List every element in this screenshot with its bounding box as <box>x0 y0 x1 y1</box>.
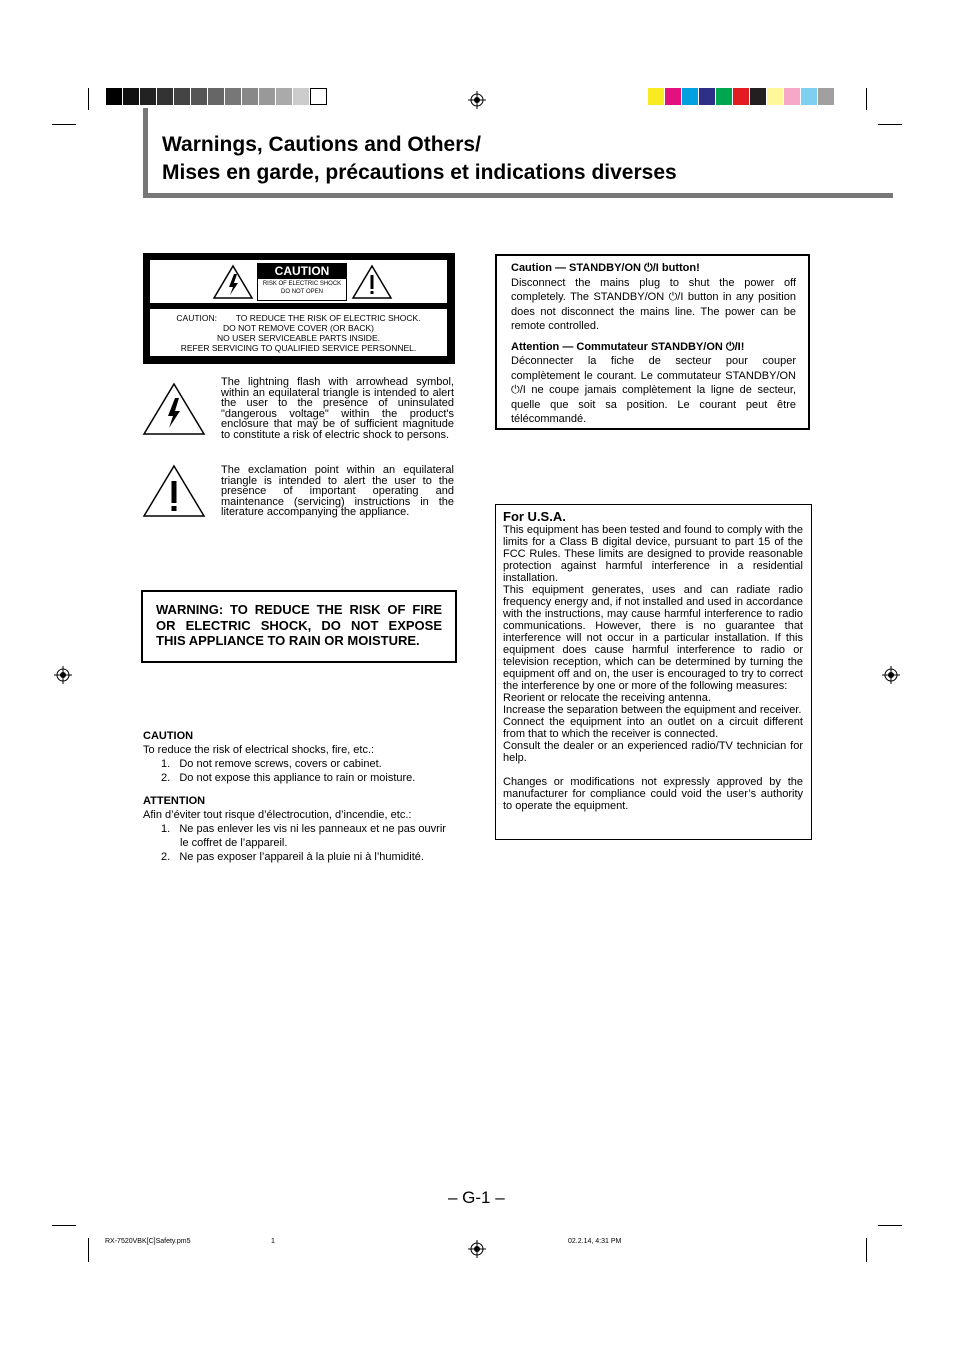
caution-badge-sub: DO NOT OPEN <box>281 289 323 295</box>
page-number: – G-1 – <box>448 1188 505 1207</box>
standby-body-en: Disconnect the mains plug to shut the power off completely. The STANDBY/ON ⏻/I button in any position does not disconnect the mains line. The power can be remote controlled. <box>511 276 796 332</box>
color-swatch <box>750 88 767 105</box>
attention-section <box>143 794 463 864</box>
gray-swatch <box>123 88 140 105</box>
gray-swatch <box>191 88 208 105</box>
registration-mark-icon <box>882 666 900 684</box>
standby-caution-box <box>495 254 810 430</box>
title-line-1: Warnings, Cautions and Others/ <box>162 133 481 156</box>
attention-item: 1. Ne pas enlever les vis ni les panneaux et ne pas ouvrir <box>161 823 446 835</box>
exclamation-triangle-icon <box>142 464 206 518</box>
usa-heading: For U.S.A. <box>503 509 566 524</box>
caution-item: 1. Do not remove screws, covers or cabinet. <box>161 758 382 770</box>
warning-text: WARNING: TO REDUCE THE RISK OF FIRE OR ELECTRIC SHOCK, DO NOT EXPOSE THIS APPLIANCE TO RAIN OR MOISTURE. <box>156 602 442 648</box>
standby-body-fr: Déconnecter la fiche de secteur pour couper complètement le courant. Le commutateur STANDBY/ON ⏻/I ne coupe jamais complètement la ligne de secteur, quelle que soit sa position. Le courant peut être télécommandé. <box>511 355 796 425</box>
usa-paragraph: Increase the separation between the equipment and receiver. <box>503 704 802 716</box>
title-line-2: Mises en garde, précautions et indications diverses <box>162 161 677 184</box>
gray-swatch <box>208 88 225 105</box>
attention-item: 2. Ne pas exposer l’appareil à la pluie ni à l’humidité. <box>161 851 424 863</box>
standby-heading-fr: Attention — Commutateur STANDBY/ON ⏻/I! <box>511 340 745 353</box>
footer-page: 1 <box>271 1238 275 1245</box>
registration-mark-icon <box>54 666 72 684</box>
color-swatch <box>699 88 716 105</box>
gray-swatch <box>225 88 242 105</box>
crop-mark <box>88 88 89 110</box>
caution-label <box>143 253 455 364</box>
usa-paragraph: Changes or modifications not expressly approved by the manufacturer for compliance could void the user’s authority to operate the equipment. <box>503 776 803 812</box>
registration-mark-icon <box>468 91 486 109</box>
gray-swatch <box>293 88 310 105</box>
caution-badge-title: CAUTION <box>258 264 346 279</box>
color-swatch <box>665 88 682 105</box>
caution-item: 2. Do not expose this appliance to rain or moisture. <box>161 772 416 784</box>
caution-label-line: DO NOT REMOVE COVER (OR BACK) <box>223 323 374 333</box>
color-swatch <box>716 88 733 105</box>
page-title <box>162 131 677 187</box>
footer-date: 02.2.14, 4:31 PM <box>568 1238 622 1245</box>
caution-intro: To reduce the risk of electrical shocks, fire, etc.: <box>143 744 375 756</box>
color-swatch <box>733 88 750 105</box>
caution-label-line: REFER SERVICING TO QUALIFIED SERVICE PERSONNEL. <box>180 343 417 353</box>
usa-paragraph: Consult the dealer or an experienced radio/TV technician for help. <box>503 740 803 764</box>
standby-heading-en: Caution — STANDBY/ON ⏻/I button! <box>511 262 700 274</box>
attention-heading: ATTENTION <box>143 795 206 807</box>
page-header <box>143 108 893 198</box>
lightning-triangle-icon <box>212 264 254 300</box>
caution-heading: CAUTION <box>143 730 194 742</box>
caution-badge-sub: RISK OF ELECTRIC SHOCK <box>262 281 342 287</box>
usa-paragraph: This equipment has been tested and found to comply with the limits for a Class B digital device, pursuant to part 15 of the FCC Rules. These limits are designed to provide reasonable protection against harmful interference in a residential installation. <box>503 524 803 584</box>
gray-swatch <box>276 88 293 105</box>
color-bar <box>648 88 835 105</box>
crop-mark <box>88 1238 89 1262</box>
gray-swatch <box>174 88 191 105</box>
registration-mark-icon <box>468 1240 486 1258</box>
crop-mark <box>866 88 867 110</box>
attention-item-continued: le coffret de l’appareil. <box>180 837 288 849</box>
lightning-triangle-icon <box>142 382 206 436</box>
usa-fcc-box <box>495 504 812 840</box>
attention-intro: Afin d’éviter tout risque d’électrocution, d’incendie, etc.: <box>143 809 412 821</box>
color-swatch <box>801 88 818 105</box>
usa-paragraph: Reorient or relocate the receiving antenna. <box>503 692 711 704</box>
caution-badge <box>257 263 347 301</box>
color-swatch <box>767 88 784 105</box>
grayscale-bar <box>106 88 327 105</box>
exclamation-triangle-icon <box>351 264 393 300</box>
gray-swatch <box>259 88 276 105</box>
crop-mark <box>52 124 76 125</box>
usa-paragraph: This equipment generates, uses and can radiate radio frequency energy and, if not installed and used in accordance with the instructions, may cause harmful interference to radio communications. However, there is no guarantee that interference will not occur in a particular installation. If this equipment does cause harmful interference to radio or television reception, which can be determined by turning the equipment off and on, the user is encouraged to try to correct the interference by one or more of the following measures: <box>503 584 803 692</box>
gray-swatch <box>242 88 259 105</box>
lightning-symbol-text: The lightning flash with arrowhead symbol, within an equilateral triangle is intended to alert the user to the presence of uninsulated "dangerous voltage" within the product's enclosure that may be of sufficient magnitude to constitute a risk of electric shock to persons. <box>221 376 454 441</box>
color-swatch <box>784 88 801 105</box>
color-swatch <box>648 88 665 105</box>
color-swatch <box>818 88 835 105</box>
warning-box <box>141 590 457 663</box>
crop-mark <box>866 1238 867 1262</box>
gray-swatch <box>310 88 327 105</box>
exclamation-symbol-text: The exclamation point within an equilateral triangle is intended to alert the user to the presence of important operating and maintenance (servicing) instructions in the literature accompanying the appliance. <box>221 464 454 518</box>
gray-swatch <box>140 88 157 105</box>
color-swatch <box>682 88 699 105</box>
gray-swatch <box>157 88 174 105</box>
crop-mark <box>878 1225 902 1226</box>
caution-label-line: CAUTION: TO REDUCE THE RISK OF ELECTRIC SHOCK. <box>176 313 421 323</box>
footer-filename: RX-7520VBK[C]Safety.pm5 <box>105 1238 191 1245</box>
crop-mark <box>52 1225 76 1226</box>
caution-section <box>143 729 463 785</box>
caution-label-line: NO USER SERVICEABLE PARTS INSIDE. <box>217 333 380 343</box>
usa-paragraph: Connect the equipment into an outlet on a circuit different from that to which the receiver is connected. <box>503 716 803 740</box>
gray-swatch <box>106 88 123 105</box>
